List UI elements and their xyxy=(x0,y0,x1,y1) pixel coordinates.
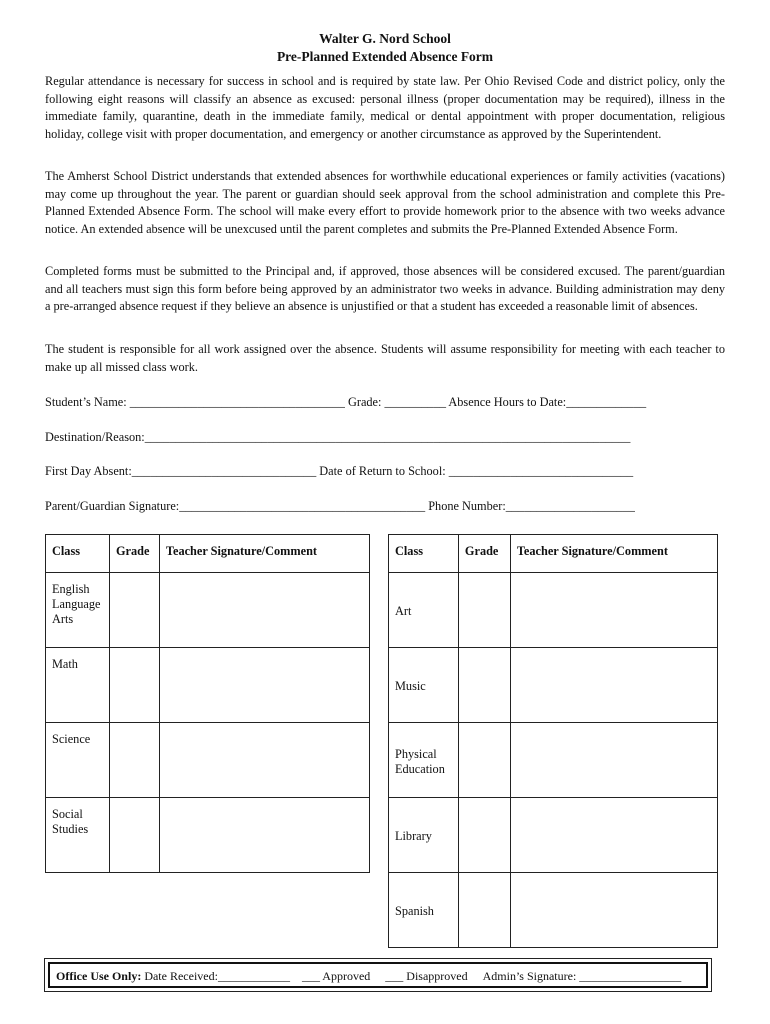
extended-absence-paragraph: The Amherst School District understands that extended absences for worthwhile educational experiences or family activities (vacations) may come up throughout the year. The parent or guardian should seek approval from the school administration and complete this Pre-Planned Extended Absence Form. The school will make every effort to provide homework prior to the absence with two weeks advance notice. An extended absence will be unexcused until the parent completes and submits the Pre-Planned Extended Absence Form. xyxy=(45,169,725,236)
approved-checkbox[interactable]: ___ Approved xyxy=(301,969,371,983)
class-name: Science xyxy=(46,723,110,798)
school-name: Walter G. Nord School xyxy=(319,31,451,46)
teacher-signature-cell[interactable] xyxy=(159,798,369,873)
teacher-signature-cell[interactable] xyxy=(510,648,717,723)
table-row xyxy=(389,798,718,873)
admin-signature-field[interactable]: Admin’s Signature: _________________ xyxy=(482,969,682,983)
submission-paragraph: Completed forms must be submitted to the Principal and, if approved, those absences will be considered excused. The parent/guardian and all teachers must sign this form before being approved by an administrator two weeks in advance. Building administration may deny a pre-arranged absence request if they believe an absence is unjustified or that a student has exceeded a reasonable limit of absences. xyxy=(45,264,725,313)
table-row xyxy=(46,798,370,873)
disapproved-checkbox[interactable]: ___ Disapproved xyxy=(385,969,468,983)
table-header-row xyxy=(46,535,370,573)
grade-cell[interactable] xyxy=(458,798,510,873)
class-name: English Language Arts xyxy=(46,573,110,648)
right-class-table xyxy=(388,534,718,948)
column-header-teacher-signature: Teacher Signature/Comment xyxy=(159,535,369,573)
column-header-class: Class xyxy=(389,535,459,573)
absence-dates-line[interactable]: First Day Absent:______________________________ Date of Return to School: ______________________________ xyxy=(45,464,634,478)
date-received-field[interactable]: Date Received:____________ xyxy=(141,969,290,983)
grade-cell[interactable] xyxy=(458,573,510,648)
table-row xyxy=(46,723,370,798)
grade-cell[interactable] xyxy=(109,648,159,723)
table-row xyxy=(389,573,718,648)
teacher-signature-cell[interactable] xyxy=(510,798,717,873)
grade-cell[interactable] xyxy=(109,723,159,798)
column-header-grade: Grade xyxy=(458,535,510,573)
grade-cell[interactable] xyxy=(458,648,510,723)
class-name: Music xyxy=(389,648,459,723)
destination-reason-line[interactable]: Destination/Reason:_______________________________________________________________________________ xyxy=(45,430,631,444)
table-row xyxy=(389,723,718,798)
teacher-signature-cell[interactable] xyxy=(510,723,717,798)
attendance-policy-paragraph: Regular attendance is necessary for success in school and is required by state law. Per Ohio Revised Code and district policy, only the following eight reasons will classify an absence as excused: personal illness (proper documentation may be required), illness in the immediate family, quarantine, death in the immediate family, medical or dental appointment with proper documentation, religious holiday, college visit with proper documentation, and emergency or another circumstance as approved by the Superintendent. xyxy=(45,74,725,141)
grade-cell[interactable] xyxy=(458,723,510,798)
teacher-signature-cell[interactable] xyxy=(159,723,369,798)
class-name: Art xyxy=(389,573,459,648)
teacher-signature-cell[interactable] xyxy=(510,573,717,648)
column-header-grade: Grade xyxy=(109,535,159,573)
class-name: Library xyxy=(389,798,459,873)
office-use-box xyxy=(44,958,712,992)
column-header-class: Class xyxy=(46,535,110,573)
column-header-teacher-signature: Teacher Signature/Comment xyxy=(510,535,717,573)
table-row xyxy=(46,648,370,723)
office-use-inner-box xyxy=(48,962,708,988)
grade-cell[interactable] xyxy=(109,573,159,648)
grade-cell[interactable] xyxy=(109,798,159,873)
table-row xyxy=(46,573,370,648)
class-name: Social Studies xyxy=(46,798,110,873)
parent-signature-line[interactable]: Parent/Guardian Signature:________________________________________ Phone Number:_____________________ xyxy=(45,499,635,513)
teacher-signature-cell[interactable] xyxy=(510,873,717,948)
teacher-signature-cell[interactable] xyxy=(159,648,369,723)
table-row xyxy=(389,648,718,723)
student-info-line[interactable]: Student’s Name: ___________________________________ Grade: __________ Absence Hours to Date:_____________ xyxy=(45,395,647,409)
responsibility-paragraph: The student is responsible for all work assigned over the absence. Students will assume responsibility for meeting with each teacher to make up all missed class work. xyxy=(45,342,725,374)
form-title: Pre-Planned Extended Absence Form xyxy=(276,49,494,64)
teacher-signature-cell[interactable] xyxy=(159,573,369,648)
class-name: Spanish xyxy=(389,873,459,948)
class-name: Physical Education xyxy=(389,723,459,798)
table-header-row xyxy=(389,535,718,573)
office-use-label: Office Use Only: xyxy=(56,969,142,983)
table-row xyxy=(389,873,718,948)
class-name: Math xyxy=(46,648,110,723)
grade-cell[interactable] xyxy=(458,873,510,948)
left-class-table xyxy=(45,534,370,873)
